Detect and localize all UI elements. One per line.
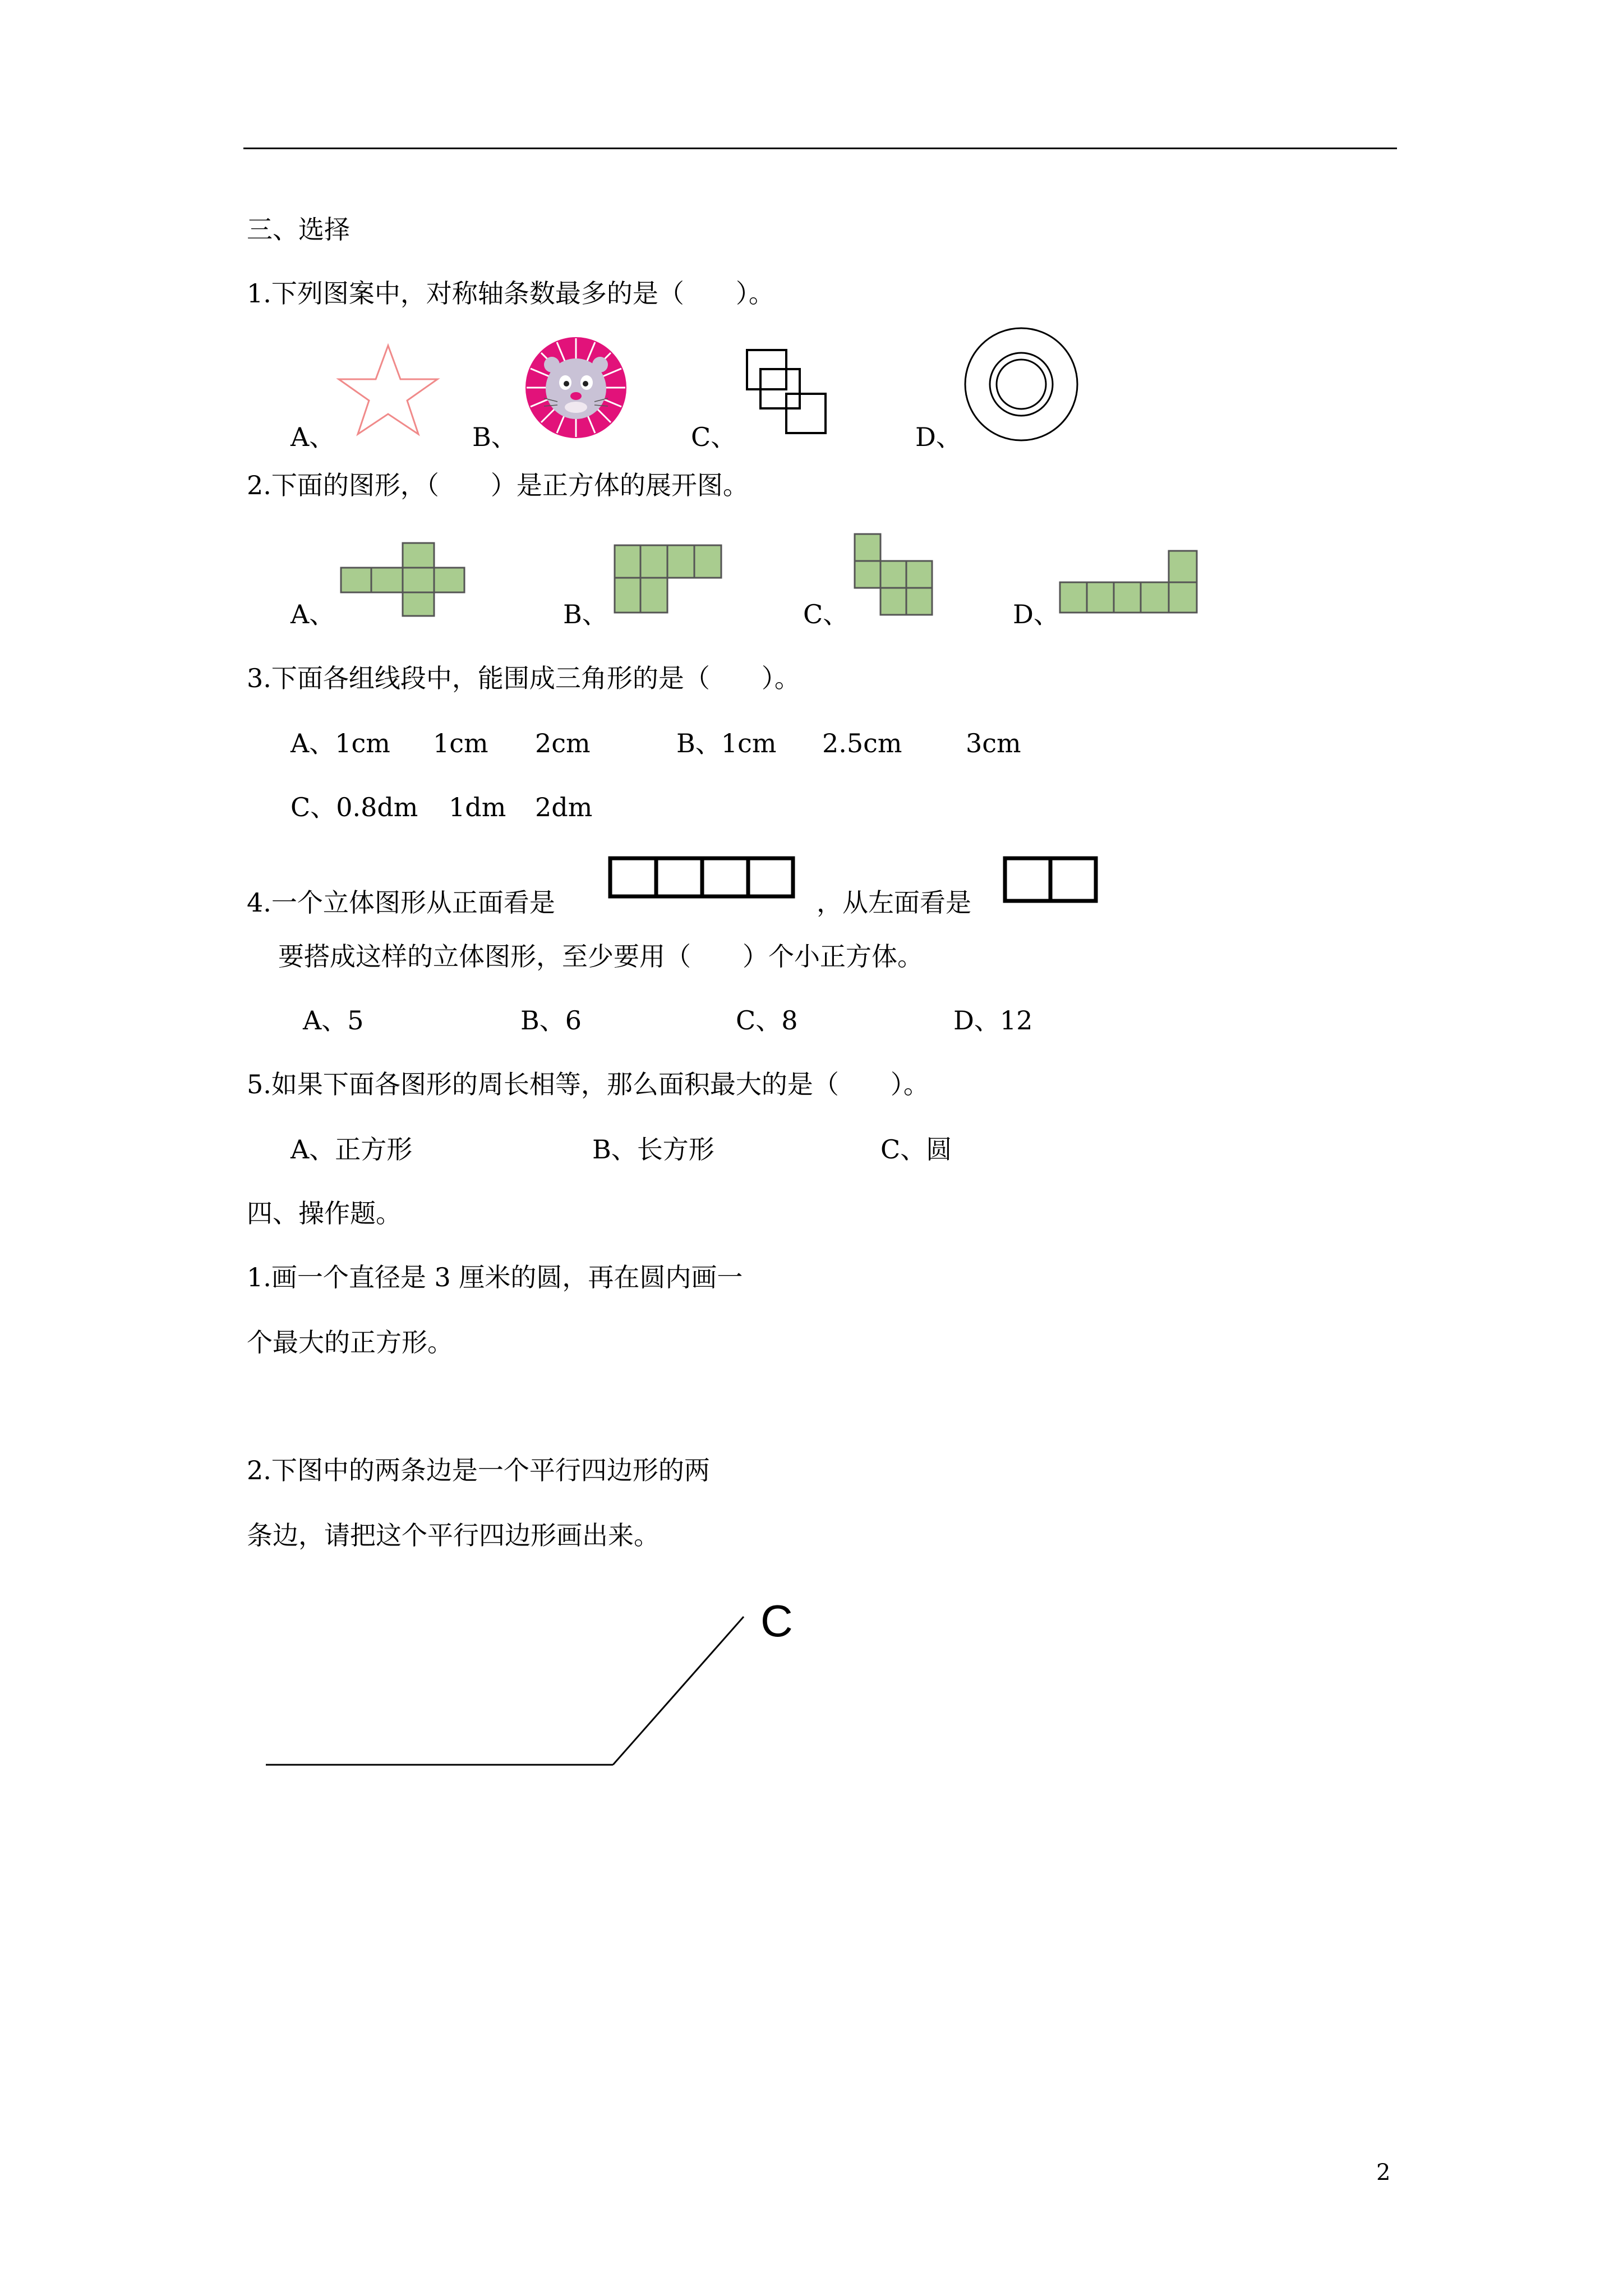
parallelogram-sides-figure <box>264 1609 751 1767</box>
cube-net-d-icon <box>1059 550 1199 615</box>
header-rule <box>243 148 1397 149</box>
section-title-choice: 三、选择 <box>247 214 350 245</box>
q3-option-b-third: 3cm <box>966 728 1021 758</box>
q1-option-b-label: B、 <box>472 422 517 452</box>
q3-option-a-first: A、1cm <box>291 728 390 758</box>
concentric-circles-icon <box>963 326 1079 442</box>
question-5-text: 5.如果下面各图形的周长相等，那么面积最大的是（ ）。 <box>247 1069 929 1099</box>
q1-option-d-label: D、 <box>915 422 962 452</box>
q2-option-b-label: B、 <box>563 599 608 629</box>
page-number: 2 <box>1376 2160 1391 2185</box>
front-view-icon <box>608 856 795 899</box>
q3-option-c-first: C、0.8dm <box>291 792 418 822</box>
overlapping-squares-icon <box>746 349 828 436</box>
q2-option-c-label: C、 <box>803 599 849 629</box>
q1-option-a-label: A、 <box>291 422 335 452</box>
section-title-operation: 四、操作题。 <box>247 1198 402 1228</box>
q5-option-a: A、正方形 <box>291 1134 413 1165</box>
q3-option-c-second: 1dm <box>449 792 506 822</box>
operation-q2-line1: 2.下图中的两条边是一个平行四边形的两 <box>247 1455 710 1485</box>
cube-net-c-icon <box>854 533 933 616</box>
question-4-front-text: 4.一个立体图形从正面看是 <box>247 887 555 918</box>
q2-option-d-label: D、 <box>1013 599 1059 629</box>
q4-option-b: B、6 <box>520 1005 582 1036</box>
operation-q2-line2: 条边，请把这个平行四边形画出来。 <box>247 1520 660 1550</box>
lion-face-icon <box>524 335 628 440</box>
operation-q1-line1: 1.画一个直径是 3 厘米的圆，再在圆内画一 <box>247 1262 743 1292</box>
cube-net-b-icon <box>614 544 722 615</box>
q4-option-a: A、5 <box>303 1005 364 1036</box>
q3-option-c-third: 2dm <box>535 792 593 822</box>
question-2-text: 2.下面的图形，（ ）是正方体的展开图。 <box>247 470 749 500</box>
question-4-left-text: ，从左面看是 <box>817 887 971 918</box>
q1-option-c-label: C、 <box>691 422 737 452</box>
q5-option-b: B、长方形 <box>592 1134 714 1165</box>
q3-option-a-third: 2cm <box>535 728 591 758</box>
star-outline-icon <box>336 343 440 436</box>
q3-option-a-second: 1cm <box>433 728 488 758</box>
q4-option-d: D、12 <box>953 1005 1033 1036</box>
question-4-line2: 要搭成这样的立体图形，至少要用（ ）个小正方体。 <box>278 941 923 972</box>
q3-option-b-first: B、1cm <box>676 728 777 758</box>
q5-option-c: C、圆 <box>880 1134 952 1165</box>
left-view-icon <box>1003 856 1098 903</box>
point-c-label: C <box>760 1596 793 1646</box>
question-3-text: 3.下面各组线段中，能围成三角形的是（ ）。 <box>247 663 800 693</box>
operation-q1-line2: 个最大的正方形。 <box>247 1327 453 1358</box>
cube-net-a-icon <box>340 542 465 617</box>
q3-option-b-second: 2.5cm <box>822 728 902 758</box>
question-1-text: 1.下列图案中，对称轴条数最多的是（ ）。 <box>247 278 774 309</box>
q4-option-c: C、8 <box>736 1005 798 1036</box>
q2-option-a-label: A、 <box>291 599 335 629</box>
